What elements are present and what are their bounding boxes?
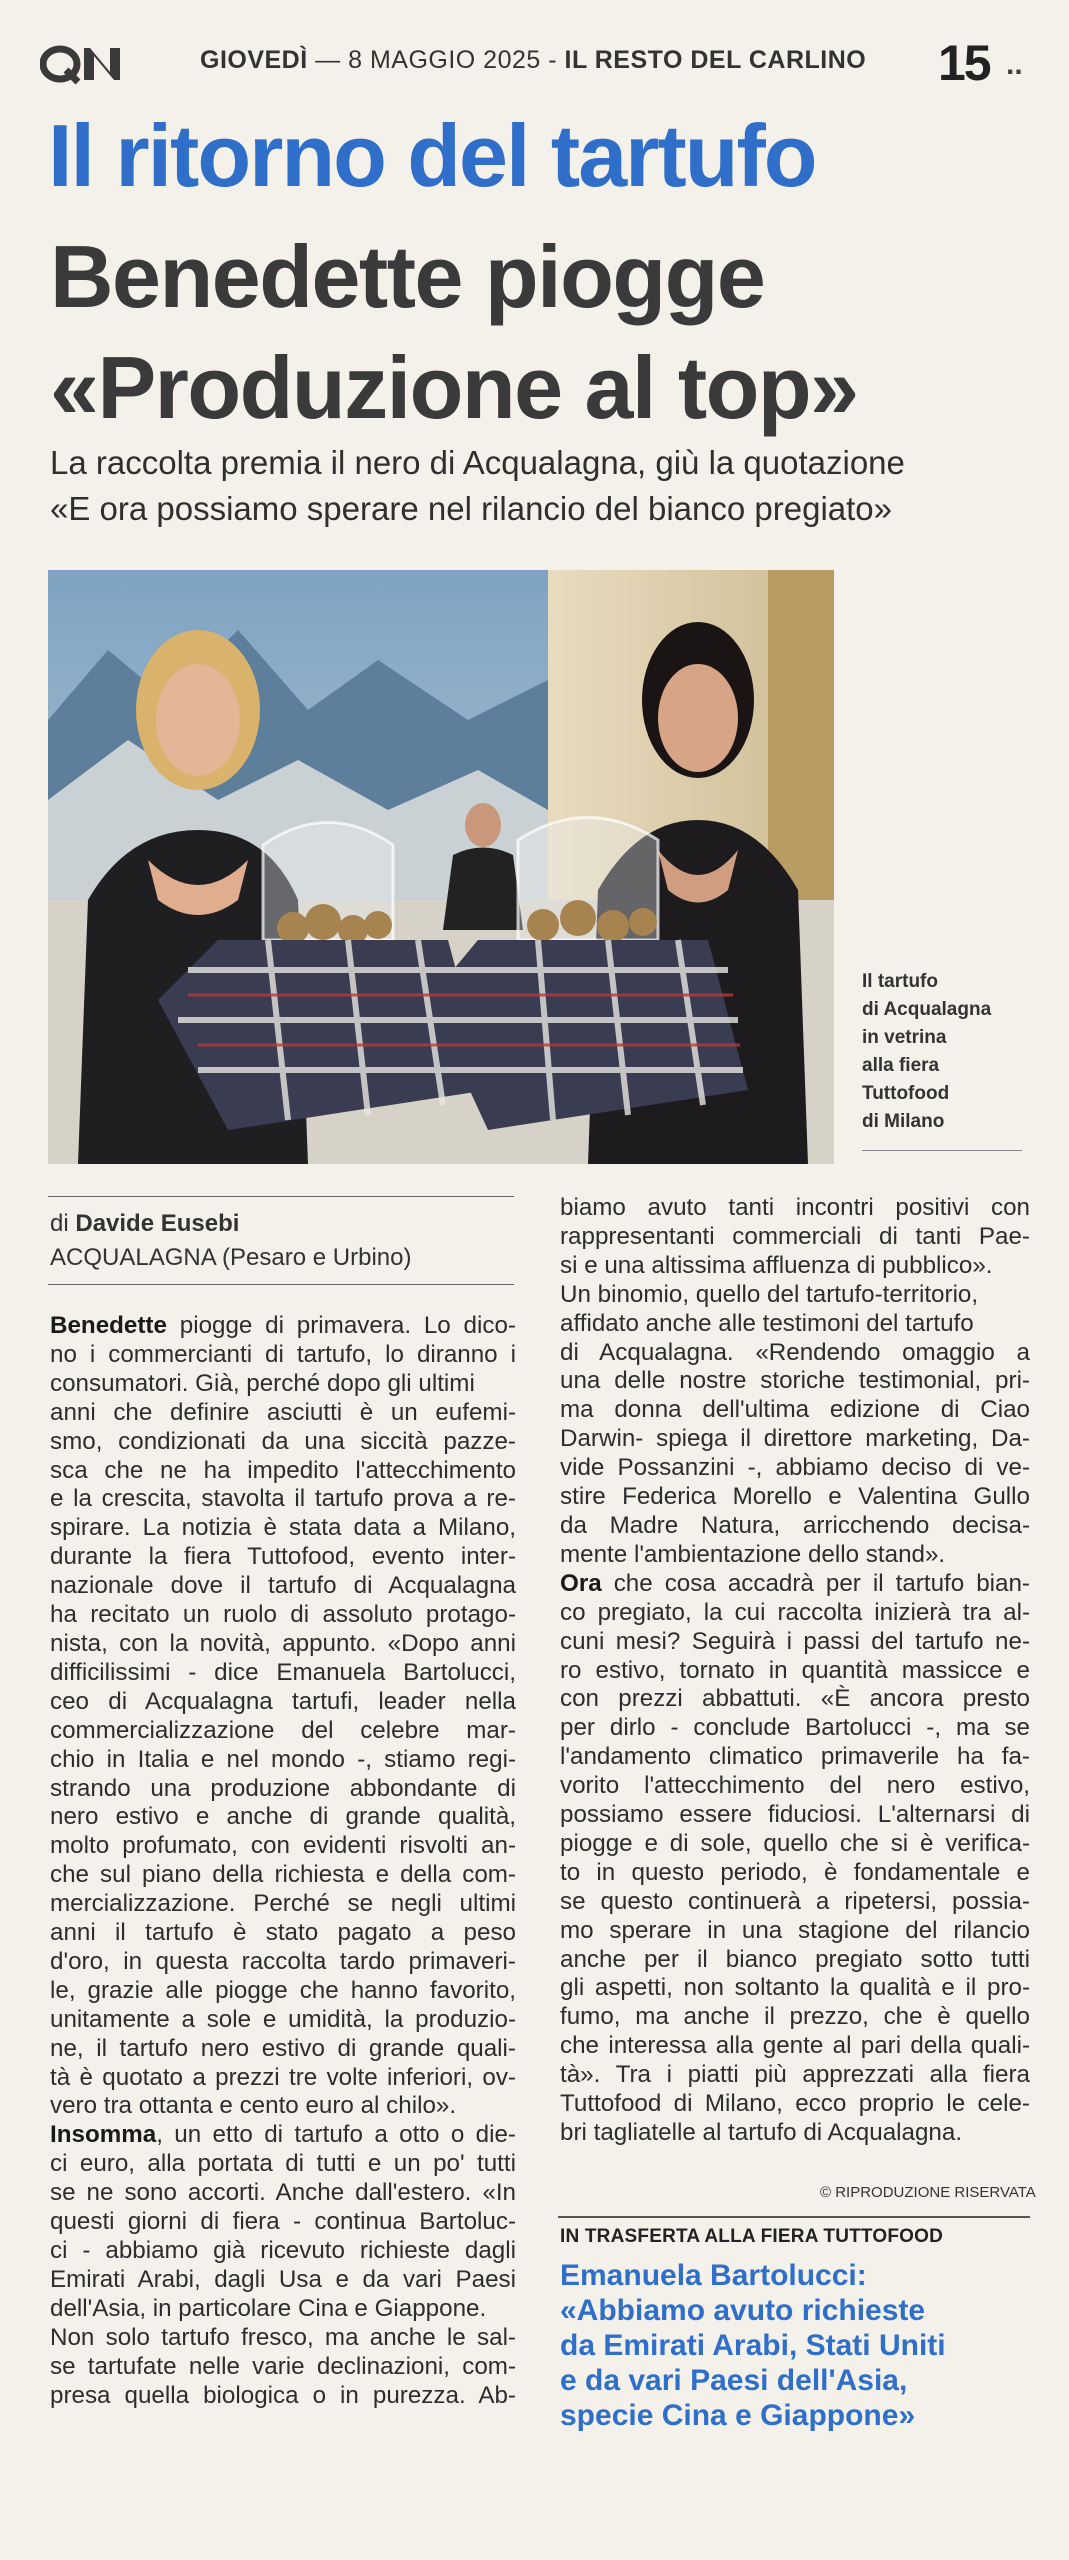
article-line-text: dell'Asia, in particolare Cina e Giappone. <box>50 2294 487 2322</box>
article-line-text: ne, il tartufo nero estivo di grande quali- <box>50 2034 516 2062</box>
article-line <box>50 1977 516 2006</box>
article-line-text: nista, con la novità, appunto. «Dopo anni <box>50 1629 516 1657</box>
sidebar-title-line: e da vari Paesi dell'Asia, <box>560 2364 908 2397</box>
article-line-text: stire Federica Morello e Valentina Gullo <box>560 1483 1030 1511</box>
header-paper-name: IL RESTO DEL CARLINO <box>564 46 867 74</box>
article-line <box>560 1252 1030 1281</box>
article-line <box>560 2090 1030 2119</box>
article-line <box>560 1714 1030 1743</box>
article-line <box>50 1312 516 1341</box>
sidebar-title <box>560 2258 946 2433</box>
article-line-text: se ne sono accorti. Anche dall'estero. «In <box>50 2179 516 2207</box>
article-line-text: che cosa accadrà per il tartufo bian- <box>601 1569 1030 1597</box>
subtitle-line2: «E ora possiamo sperare nel rilancio del bianco pregiato» <box>50 490 892 527</box>
article-line-text: smo, condizionati da una siccità pazze- <box>50 1427 516 1455</box>
sidebar-kicker: IN TRASFERTA ALLA FIERA TUTTOFOOD <box>560 2226 944 2247</box>
article-line-text: gli aspetti, non soltanto la qualità e il pro- <box>560 1974 1030 2002</box>
article-line <box>560 1454 1030 1483</box>
article-line-text: mercializzazione. Perché se negli ultimi <box>50 1890 516 1918</box>
article-line <box>50 1861 516 1890</box>
article-line-text: strando una produzione abbondante di <box>50 1774 516 1802</box>
byline-rule-bottom <box>48 1284 514 1285</box>
article-line-text: ci euro, alla portata di tutti e un po' tutti <box>50 2150 516 2178</box>
article-line-text: che sul piano della richiesta e della com- <box>50 1861 516 1889</box>
article-line-text: ro estivo, tornato in quantità massicce e <box>560 1656 1030 1684</box>
article-line-text: tà è quotato a prezzi tre volte inferiori, ov- <box>50 2063 516 2091</box>
article-line <box>50 1399 516 1428</box>
article-line-text: no i commercianti di tartufo, lo diranno i <box>50 1340 516 1368</box>
article-line <box>560 2032 1030 2061</box>
article-line-text: di Acqualagna. «Rendendo omaggio a <box>560 1338 1030 1366</box>
caption-rule <box>862 1150 1022 1151</box>
article-line <box>560 1512 1030 1541</box>
caption-line: Il tartufo <box>862 971 938 992</box>
article-line <box>560 1801 1030 1830</box>
sidebar-rule <box>558 2216 1030 2218</box>
article-line-text: biamo avuto tanti incontri positivi con <box>560 1194 1030 1221</box>
page-number: 15 <box>938 35 990 91</box>
photo-illustration <box>48 570 834 1164</box>
article-photo <box>48 570 834 1164</box>
article-line <box>560 1425 1030 1454</box>
article-line <box>50 1543 516 1572</box>
article-line-text: unitamente a sole e umidità, la produzio- <box>50 2005 516 2033</box>
article-line <box>560 1541 1030 1570</box>
article-line <box>50 1457 516 1486</box>
article-line-text: mente l'ambientazione dello stand». <box>560 1540 946 1568</box>
article-line-text: vide Possanzini -, abbiamo deciso di ve- <box>560 1454 1030 1482</box>
article-line <box>560 1599 1030 1628</box>
article-line-text: rappresentanti commerciali di tanti Pae- <box>560 1222 1030 1250</box>
article-line <box>50 2324 516 2353</box>
article-line-text: che interessa alla gente al pari della quali- <box>560 2032 1030 2060</box>
paragraph-lead-word: Ora <box>560 1569 602 1597</box>
byline <box>50 1210 239 1238</box>
article-line <box>50 1514 516 1543</box>
article-line <box>560 1657 1030 1686</box>
article-line <box>560 2061 1030 2090</box>
article-line <box>560 1888 1030 1917</box>
article-line <box>560 1830 1030 1859</box>
article-line-text: Tuttofood di Milano, ecco proprio le cele- <box>560 2090 1030 2118</box>
article-line <box>50 1370 516 1399</box>
article-line-text: ci - abbiamo già ricevuto richieste dagli <box>50 2237 516 2264</box>
article-line <box>560 1194 1030 1223</box>
article-line <box>50 1832 516 1861</box>
article-line <box>560 1946 1030 1975</box>
article-line <box>560 1743 1030 1772</box>
article-line <box>50 1485 516 1514</box>
article-line-text: Darwin- spiega il direttore marketing, Da- <box>560 1425 1030 1453</box>
article-line-text: durante la fiera Tuttofood, evento inter- <box>50 1543 516 1571</box>
article-line <box>50 1630 516 1659</box>
article-line <box>50 1890 516 1919</box>
article-line-text: ceo di Acqualagna tartufi, leader nella <box>50 1687 516 1715</box>
paragraph-lead-word: Benedette <box>50 1312 167 1339</box>
byline-rule-top <box>48 1196 514 1197</box>
article-line <box>50 2064 516 2093</box>
article-line-text: per dirlo - conclude Bartolucci -, ma se <box>560 1714 1030 1742</box>
header-dash: - <box>548 46 565 74</box>
article-line-text: fumo, ma anche il prezzo, che è quello <box>560 2003 1030 2031</box>
article-line <box>560 1570 1030 1599</box>
article-line-text: anni il tartufo è stato pagato a peso <box>50 1919 516 1947</box>
byline-author: Davide Eusebi <box>75 1210 240 1237</box>
header-day: GIOVEDÌ <box>200 46 308 74</box>
byline-prefix: di <box>50 1210 69 1237</box>
article-line-text: anni che definire asciutti è un eufemi- <box>50 1398 516 1426</box>
sidebar-title-line: «Abbiamo avuto richieste <box>560 2294 926 2327</box>
article-line <box>50 2092 516 2121</box>
article-line <box>50 1659 516 1688</box>
article-line-text: Un binomio, quello del tartufo-territorio, <box>560 1280 979 1308</box>
article-line-text: commercializzazione del celebre mar- <box>50 1716 516 1744</box>
article-line-text: , un etto di tartufo a otto o die- <box>156 2121 516 2149</box>
article-line <box>50 1428 516 1457</box>
byline-place: ACQUALAGNA (Pesaro e Urbino) <box>50 1244 412 1271</box>
article-line <box>560 1310 1030 1339</box>
article-line-text: sca che ne ha impedito l'attecchimento <box>50 1456 516 1484</box>
article-line <box>560 1628 1030 1657</box>
article-line-text: molto profumato, con evidenti risvolti an- <box>50 1832 516 1860</box>
article-line <box>50 1717 516 1746</box>
article-column-1 <box>50 1312 516 2410</box>
article-line-text: co pregiato, la cui raccolta inizierà tra al- <box>560 1598 1030 1626</box>
article-line-text: consumatori. Già, perché dopo gli ultimi <box>50 1369 475 1397</box>
article-line <box>560 1685 1030 1714</box>
caption-line: Tuttofood <box>862 1083 950 1104</box>
article-line-text: spirare. La notizia è stata data a Milano, <box>50 1514 516 1542</box>
article-line-text: una delle nostre storiche testimonial, pri- <box>560 1367 1030 1395</box>
article-line-text: vero tra ottanta e cento euro al chilo». <box>50 2092 457 2120</box>
article-line-text: tà». Tra i piatti più apprezzati alla fiera <box>560 2061 1030 2089</box>
article-line-text: Non solo tartufo fresco, ma anche le sal- <box>50 2323 516 2351</box>
article-line-text: nero estivo e anche di grande qualità, <box>50 1803 516 1831</box>
article-line-text: difficilissimi - dice Emanuela Bartolucci, <box>50 1658 516 1686</box>
article-line-text: d'oro, in questa raccolta tardo primaveri- <box>50 1947 516 1975</box>
article-line <box>50 2266 516 2295</box>
copyright-notice: © RIPRODUZIONE RISERVATA <box>820 2184 1036 2201</box>
article-line-text: to in questo periodo, è fondamentale e <box>560 1858 1030 1886</box>
article-line <box>50 1775 516 1804</box>
photo-caption <box>862 968 991 1136</box>
qn-logo <box>40 42 126 86</box>
article-line-text: e la crescita, stavolta il tartufo prova a re- <box>50 1485 516 1513</box>
article-line <box>560 1772 1030 1801</box>
article-line <box>50 2006 516 2035</box>
caption-line: alla fiera <box>862 1055 940 1076</box>
article-line-text: ma donna dell'ultima edizione di Ciao <box>560 1396 1030 1424</box>
article-line <box>560 1281 1030 1310</box>
article-line-text: si e una altissima affluenza di pubblico». <box>560 1251 993 1279</box>
article-line <box>50 2382 516 2411</box>
article-line <box>50 1688 516 1717</box>
paragraph-lead-word: Insomma <box>50 2121 157 2149</box>
article-line-text: questi giorni di fiera - continua Bartoluc- <box>50 2208 516 2236</box>
article-line-text: con prezzi abbattuti. «È ancora presto <box>560 1685 1030 1713</box>
article-line <box>560 1223 1030 1252</box>
article-line <box>50 1746 516 1775</box>
caption-line: in vetrina <box>862 1027 947 1048</box>
article-line <box>50 2179 516 2208</box>
article-line <box>50 2150 516 2179</box>
article-line-text: chio in Italia e nel mondo -, stiamo regi- <box>50 1745 516 1773</box>
header-dash: — <box>315 46 349 74</box>
article-line-text: se questo continuerà a ripetersi, possia- <box>560 1887 1030 1915</box>
article-line-text: affidato anche alle testimoni del tartufo <box>560 1309 974 1337</box>
article-line <box>50 1919 516 1948</box>
article-line-text: bri tagliatelle al tartufo di Acqualagna. <box>560 2119 963 2146</box>
article-line <box>50 2237 516 2266</box>
sidebar-title-line: Emanuela Bartolucci: <box>560 2259 867 2292</box>
article-line <box>560 1396 1030 1425</box>
article-line <box>50 1601 516 1630</box>
article-line <box>560 1339 1030 1368</box>
article-line <box>50 1572 516 1601</box>
header-dateline <box>200 46 866 75</box>
article-line-text: anche per il bianco pregiato sotto tutti <box>560 1945 1030 1973</box>
article-line-text: le, grazie alle piogge che hanno favorito, <box>50 1976 516 2004</box>
article-line <box>50 2353 516 2382</box>
subtitle-line1: La raccolta premia il nero di Acqualagna, giù la quotazione <box>50 444 905 481</box>
article-line-text: nazionale dove il tartufo di Acqualagna <box>50 1572 516 1600</box>
sidebar-title-line: specie Cina e Giappone» <box>560 2399 916 2432</box>
article-line-text: presa quella biologica o in purezza. Ab- <box>50 2381 516 2409</box>
article-line <box>50 1341 516 1370</box>
article-line <box>50 1948 516 1977</box>
article-line-text: piogge di primavera. Lo dico- <box>166 1312 516 1339</box>
article-line <box>560 2119 1030 2148</box>
headline-kicker: Il ritorno del tartufo <box>48 106 816 205</box>
article-line-text: da Madre Natura, arricchendo decisa- <box>560 1511 1030 1539</box>
article-line <box>50 1803 516 1832</box>
page-dots: .. <box>1006 48 1023 81</box>
article-line-text: piogge e di sole, quello che si è verifica- <box>560 1829 1030 1857</box>
article-line-text: l'andamento climatico primaverile ha fa- <box>560 1743 1030 1771</box>
header-date: 8 MAGGIO 2025 <box>348 46 541 74</box>
article-line <box>560 1859 1030 1888</box>
article-line <box>50 2208 516 2237</box>
article-line <box>50 2035 516 2064</box>
article-line-text: Emirati Arabi, dagli Usa e da vari Paesi <box>50 2265 516 2293</box>
headline-title-line1: Benedette piogge <box>50 227 765 326</box>
article-line <box>50 2295 516 2324</box>
article-line <box>560 1483 1030 1512</box>
article-line <box>560 1917 1030 1946</box>
article-line-text: cuni mesi? Seguirà i passi del tartufo ne- <box>560 1627 1030 1655</box>
headline-title-line2: «Produzione al top» <box>50 338 858 437</box>
caption-line: di Milano <box>862 1111 945 1132</box>
article-line-text: ha recitato un ruolo di assoluto protago- <box>50 1601 516 1629</box>
article-line <box>560 2003 1030 2032</box>
article-column-2 <box>560 1194 1030 2148</box>
caption-line: di Acqualagna <box>862 999 992 1020</box>
article-line <box>50 2121 516 2150</box>
article-line-text: mo sperare in una stagione del rilancio <box>560 1916 1030 1944</box>
article-line-text: vorito l'attecchimento del nero estivo, <box>560 1772 1030 1800</box>
article-line-text: possiamo essere fiduciosi. L'alternarsi di <box>560 1801 1030 1829</box>
sidebar-title-line: da Emirati Arabi, Stati Uniti <box>560 2329 946 2362</box>
article-line <box>560 1974 1030 2003</box>
article-line <box>560 1367 1030 1396</box>
article-line-text: se tartufate nelle varie declinazioni, com- <box>50 2352 516 2380</box>
